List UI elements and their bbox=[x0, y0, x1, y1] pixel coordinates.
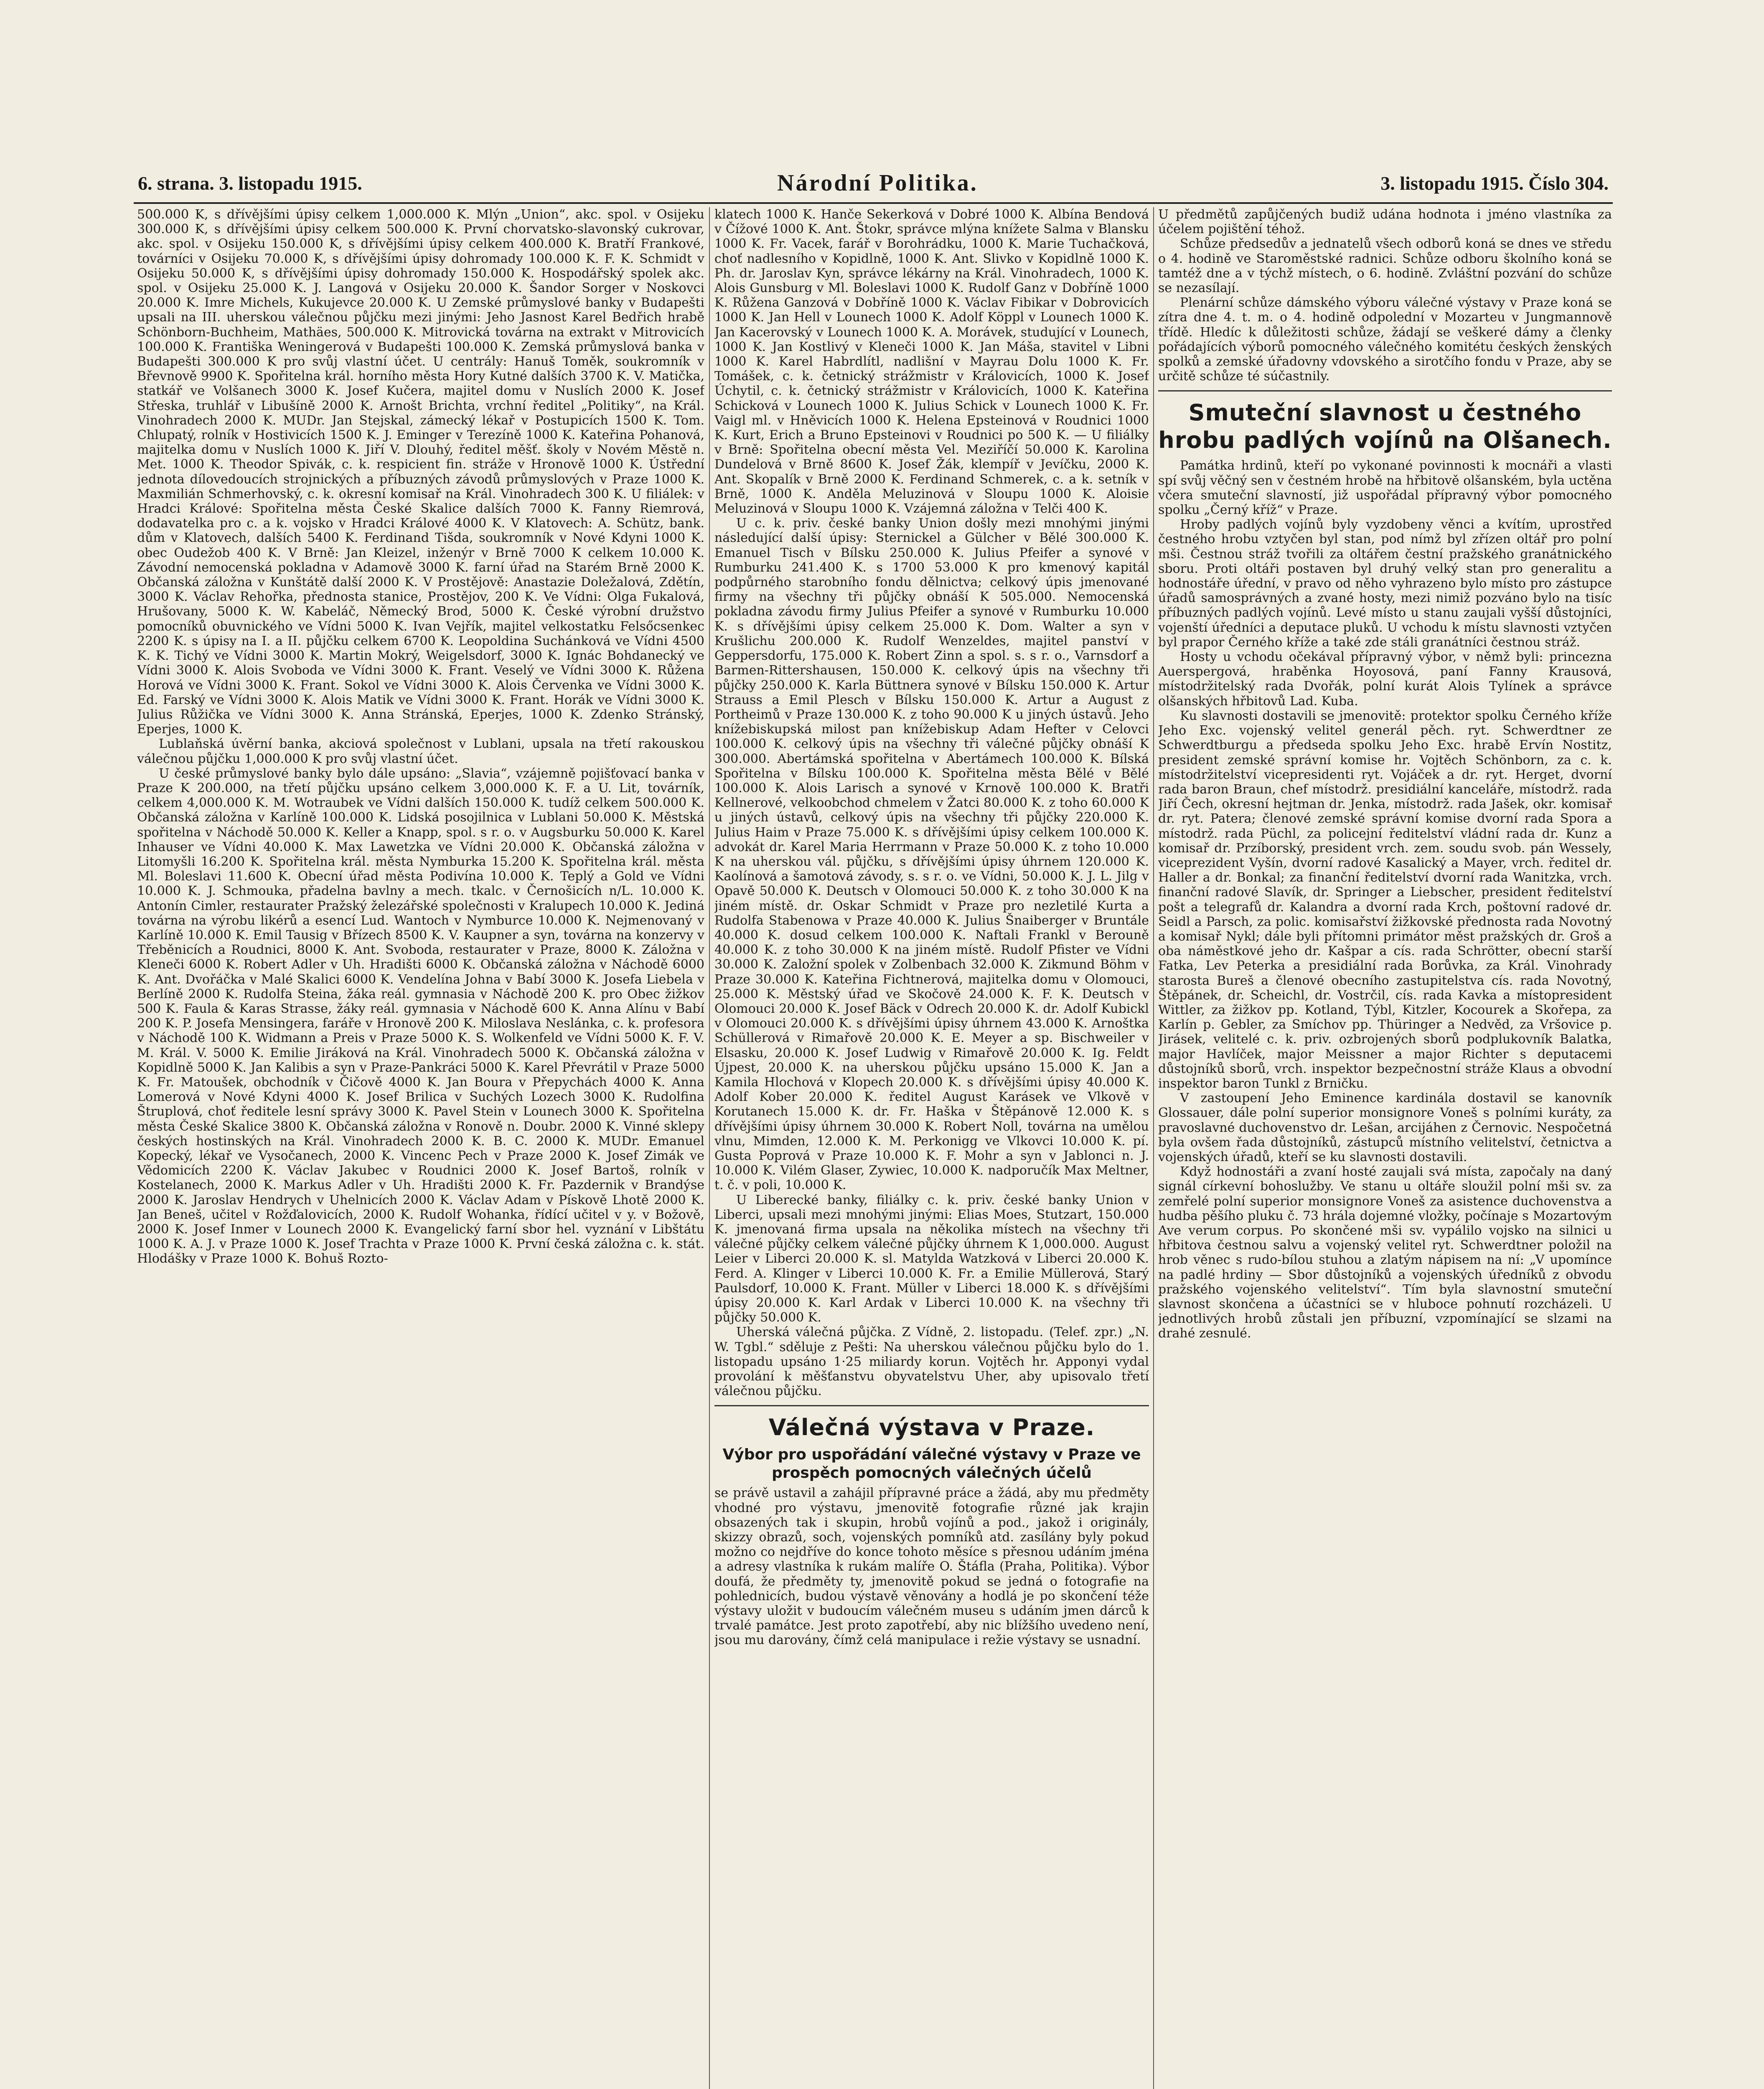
col3-paragraph-schuze: Schůze předsedův a jednatelů všech odborů koná se dnes ve středu o 4. hodině ve Staroměstské radnici. Schůze odboru školního koná se tamtéž dne a v týchž místech, o 6. hodině. Zvláštní pozvání do schůze se nezasílají. bbox=[1158, 236, 1612, 296]
newspaper-title: Národní Politika. bbox=[777, 170, 978, 196]
column-divider-2 bbox=[1153, 207, 1154, 2089]
col2-paragraph-uherska: Uherská válečná půjčka. Z Vídně, 2. listopadu. (Telef. zpr.) „N. W. Tgbl.“ sděluje z Pešti: Na uherskou válečnou půjčku bylo do 1. listopadu upsáno 1·25 miliardy korun. Vojtěch hr. Apponyi vydal provolání k měšťanstvu obyvatelstvu Uher, aby upisovalo třetí válečnou půjčku. bbox=[714, 1325, 1149, 1399]
col2-paragraph-union: U c. k. priv. české banky Union došly mezi mnohými jinými následující další úpisy: Sternickel a Gülcher v Bělé 300.000 K. Emanuel Tisch v Bílsku 250.000 K. Julius Pfeifer a synové v Rumburku 241.400 K. s 1700 53.000 K pro kmenový kapitál podpůrného starobního fondu dělnictva; celkový úpis jmenované firmy na všechny tři půjčky obnáší K 505.000. Nemocenská pokladna závodu firmy Julius Pfeifer a synové v Rumburku 10.000 K. s dřívějšími úpisy celkem 25.000 K. Dom. Walter a syn v Krušlichu 200.000 K. Rudolf Wenzeldes, majitel panství v Geppersdorfu, 175.000 K. Robert Zinn a spol. s. s r. o., Varnsdorf a Barmen-Rittershausen, 150.000 K. celkový úpis na všechny tři půjčky 250.000 K. Karla Büttnera synové v Bílsku 150.000 K. Artur Strauss a Emil Plesch v Bílsku 150.000 K. Artur a August z Portheimů v Praze 130.000 K. z toho 90.000 K u jiných ústavů. Jeho knížebiskupská milost pan knížebiskup Adam Hefter v Celovci 100.000 K. celkový úpis na všechny tři válečné půjčky obnáší K 300.000. Abertámská spořitelna v Abertámech 100.000 K. Bílská Spořitelna v Bílsku 100.000 K. Spořitelna města Bělé v Bělé 100.000 K. Alois Larisch a synové v Krnově 100.000 K. Bratři Kellnerové, velkoobchod chmelem v Žatci 80.000 K. z toho 60.000 K u jiných ústavů, celkový úpis na všechny tři půjčky 220.000 K. Julius Haim v Praze 75.000 K. s dřívějšími úpisy celkem 100.000 K. advokát dr. Karel Maria Herrmann v Praze 50.000 K. z toho 10.000 K na uherskou vál. půjčku, s dřívějšími úpisy úhrnem 120.000 K. Kaolínová a šamotová závody, s. s r. o. ve Vídni, 50.000 K. J. L. Jilg v Opavě 50.000 K. Deutsch v Olomouci 50.000 K. z toho 30.000 K na jiném místě. dr. Oskar Schmidt v Praze pro nezletilé Kurta a Rudolfa Stabenowa v Praze 40.000 K. Julius Šnaiberger v Bruntále 40.000 K. dosud celkem 100.000 K. Naftali Frankl v Berouně 40.000 K. z toho 30.000 K na jiném místě. Rudolf Pfister ve Vídni 30.000 K. Založní spolek v Zolbenbach 32.000 K. Zikmund Böhm v Praze 30.000 K. Kateřina Fichtnerová, majitelka domu v Olomouci, 25.000 K. Městský úřad ve Skočově 24.000 K. F. K. Deutsch v Olomouci 20.000 K. Josef Bäck v Odrech 20.000 K. dr. Adolf Kubickl v Olomouci 20.000 K. s dřívějšími úpisy úhrnem 43.000 K. Arnoštka Schüllerová v Rimařově 20.000 K. E. Meyer a sp. Bischweiler v Elsasku, 20.000 K. Josef Ludwig v Rimařově 20.000 K. Ig. Feldt Újpest, 20.000 K. na uherskou půjčku upsáno 15.000 K. Jan a Kamila Hlochová v Klopech 20.000 K. s dřívějšími úpisy 40.000 K. Adolf Kober 20.000 K. ředitel August Karásek ve Vlkově v Korutanech 15.000 K. dr. Fr. Haška v Štěpánově 12.000 K. s dřívějšími úpisy úhrnem 30.000 K. Robert Noll, továrna na umělou vlnu, Mimden, 12.000 K. M. Perkonigg ve Vlkovci 10.000 K. pí. Gusta Poprová v Praze 10.000 K. F. Mohr a syn v Jablonci n. J. 10.000 K. Vilém Glaser, Zywiec, 10.000 K. nadporučík Max Meltner, t. č. v poli, 10.000 K. bbox=[714, 516, 1149, 1193]
col3-paragraph: Když hodnostáři a zvaní hosté zaujali svá místa, započaly na daný signál církevní bohoslužby. Ve stanu u oltáře sloužil polní mši sv. za zemřelé polní superior monsignore Voneš za asistence duchovenstva a hudba pěšího pluku č. 73 hrála dojemné vložky, počínaje s Mozartovým Ave verum corpus. Po skončené mši sv. vypálilo vojsko na silnici u hřbitova čestnou salvu a vojenský velitel ryt. Schwerdtner položil na hrob věnec s rudo-bílou stuhou a zlatým nápisem na ní: „V upomínce na padlé hrdiny — Sbor důstojníků a vojenských úředníků z obvodu pražského vojenského velitelství“. Tím byla slavnostní smuteční slavnost skončena a účastníci se v hluboce pohnutí rozcházeli. U jednotlivých hrobů zůstali jen příbuzní, vzpomínající se slzami na drahé zesnulé. bbox=[1158, 1164, 1612, 1341]
header-date-right: 3. listopadu 1915. Číslo 304. bbox=[1380, 173, 1609, 194]
article-heading-valecna-vystava: Válečná výstava v Praze. bbox=[768, 1414, 1095, 1441]
col1-paragraph-lublan: Lublaňská úvěrní banka, akciová společnost v Lublani, upsala na třetí rakouskou válečnou půjčku 1,000.000 K pro svůj vlastní účet. bbox=[137, 737, 704, 766]
col3-paragraph: U předmětů zapůjčených budiž udána hodnota i jméno vlastníka za účelem pojištění téhož. bbox=[1158, 207, 1612, 237]
header-rule bbox=[134, 202, 1613, 204]
col3-paragraph: Památka hrdinů, kteří po vykonané povinnosti k mocnáři a vlasti spí svůj věčný sen v čestném hrobě na hřbitově olšanském, byla uctěna včera smuteční slavností, již uspořádal přípravný výbor pomocného spolku „Černý kříž“ v Praze. bbox=[1158, 458, 1612, 518]
column-divider-1 bbox=[709, 207, 710, 2089]
column-1 bbox=[137, 207, 704, 2089]
article-separator bbox=[714, 1405, 1149, 1406]
col3-paragraph: Ku slavnosti dostavili se jmenovitě: protektor spolku Černého kříže Jeho Exc. vojenský velitel generál pěch. ryt. Schwerdtner ze Schwerdtburgu a předseda spolku Jeho Exc. hrabě Ervín Nostitz, president zemské správní komise hr. Vojtěch Schönborn, za c. k. místodržitelství vicepresidenti ryt. Vojáček a dr. ryt. Herget, dvorní rada baron Braun, chef místodrž. presidiální kanceláře, místodrž. rada Jiří Čech, okresní hejtman dr. Jenka, místodrž. rada Jašek, okr. komisař dr. ryt. Patera; členové zemské správní komise dvorní rada Spora a místodrž. rada Püchl, za policejní ředitelství vládní rada dr. Kunz a komisař dr. Przíborský, president vrch. zem. soudu svob. pán Wessely, viceprezident Vyšín, dvorní radové Kasalický a Mayer, vrch. ředitel dr. Haller a dr. Bonkal; za finanční ředitelství dvorní rada Wanitzka, vrch. finanční radové Slavík, dr. Springer a Liebscher, president ředitelství pošt a telegrafů dr. Kalandra a dvorní rada Krch, poštovní radové dr. Seidl a Parsch, za polic. komisařství žižkovské přednosta rada Novotný a komisař Nykl; dále byli přítomni primátor měst pražských dr. Groš a oba náměstkové jeho dr. Kašpar a cís. rada Schrötter, obecní starší Fatka, Lev Peterka a presidiální rada Borůvka, za Král. Vinohrady starosta Bureš a členové obecního zastupitelstva cís. rada Novotný, Štěpánek, dr. Scheichl, dr. Vostrčil, cís. rada Kavka a místopresident Wittler, za žižkov pp. Kotland, Týbl, Kitzler, Kocourek a Skořepa, za Karlín p. Gebler, za Smíchov pp. Thüringer a Nedvěd, za Vršovice p. Jirásek, velitelé c. k. priv. ozbrojených sborů podplukovník Balatka, major Havlíček, major Meissner a major Richter s deputacemi důstojníků sborů, vrch. inspektor bezpečnostní stráže Klaus a obvodní inspektor baron Tunkl z Brničku. bbox=[1158, 708, 1612, 1091]
col3-paragraph: V zastoupení Jeho Eminence kardinála dostavil se kanovník Glossauer, dále polní superior monsignore Voneš s polními kuráty, za pravoslavné duchovenstvo dr. Lešan, arcijáhen z Černovic. Nespočetná byla ovšem řada důstojníků, zástupců místního velitelství, četnictva a vojenských úřadů, kteří se ku slavnosti dostavili. bbox=[1158, 1091, 1612, 1164]
column-2 bbox=[714, 207, 1149, 2089]
col2-paragraph: klatech 1000 K. Hanče Sekerková v Dobré 1000 K. Albína Bendová v Čížové 1000 K. Ant. Štokr, správce mlýna knížete Salma v Blansku 1000 K. Fr. Vacek, farář v Borohrádku, 1000 K. Marie Tuchačková, choť nadlesního v Kopidlně, 1000 K. Ant. Slivko v Kopidlně 1000 K. Ph. dr. Jaroslav Kyn, správce lékárny na Král. Vinohradech, 1000 K. Alois Gunsburg v Ml. Boleslavi 1000 K. Rudolf Ganz v Dobříně 1000 K. Růžena Ganzová v Dobříně 1000 K. Václav Fibikar v Dobrovicích 1000 K. Jan Hell v Lounech 1000 K. Adolf Köppl v Lounech 1000 K. Jan Kacerovský v Lounech 1000 K. A. Morávek, studující v Lounech, 1000 K. Jan Kostlivý v Kleneči 1000 K. Jan Máša, stavitel v Libni 1000 K. Karel Habrdlítl, nadlišní v Mayrau Dolu 1000 K. Fr. Tomášek, c. k. četnický strážmistr v Královicích, 1000 K. Josef Úchytil, c. k. četnický strážmistr v Královicích, 1000 K. Kateřina Schicková v Lounech 1000 K. Julius Schick v Lounech 1000 K. Fr. Vaigl ml. v Hněvicích 1000 K. Helena Epsteinová v Roudnici 1000 K. Kurt, Erich a Bruno Epsteinovi v Roudnici po 500 K. — U filiálky v Brně: Spořitelna obecní města Vel. Meziříčí 50.000 K. Karolina Dundelová v Brně 8600 K. Josef Žák, klempíř v Jevíčku, 2000 K. Ant. Skopalík v Brně 2000 K. Ferdinand Schmerek, c. a k. setník v Brně, 1000 K. Anděla Meluzinová v Sloupu 1000 K. Aloisie Meluzinová v Sloupu 1000 K. Vzájemná záložna v Telči 400 K. bbox=[714, 207, 1149, 516]
article-separator bbox=[1158, 390, 1612, 391]
article-heading-smutecni-slavnost: Smuteční slavnost u čestného hrobu padlých vojínů na Olšanech. bbox=[1158, 399, 1612, 454]
header-date-left: 6. strana. 3. listopadu 1915. bbox=[138, 173, 362, 194]
col2-paragraph-liberecka: U Liberecké banky, filiálky c. k. priv. české banky Union v Liberci, upsali mezi mnohými jinými: Elias Moes, Stutzart, 150.000 K. jmenovaná firma upsala na několika místech na všechny tři válečné půjčky celkem válečné půjčky úhrnem K 1,000.000. August Leier v Liberci 20.000 K. sl. Matylda Watzková v Liberci 20.000 K. Ferd. A. Klinger v Liberci 10.000 K. Fr. a Emilie Müllerová, Starý Paulsdorf, 10.000 K. Frant. Müller v Liberci 18.000 K. s dřívějšími úpisy 20.000 K. Karl Ardak v Liberci 10.000 K. na všechny tři půjčky 50.000 K. bbox=[714, 1192, 1149, 1325]
page-header bbox=[138, 172, 1609, 198]
col3-paragraph-plenarni: Plenární schůze dámského výboru válečné výstavy v Praze koná se zítra dne 4. t. m. o 4. hodině odpolední v Mozarteu v Jungmannově třídě. Hledíc k důležitosti schůze, žádají se veškeré dámy a členky pořádajících výborů pomocného válečného komitétu českých ženských spolků a zemské úřadovny vdovského a sirotčího fondu v Praze, aby se určitě schůze té súčastnily. bbox=[1158, 295, 1612, 384]
col3-paragraph: Hosty u vchodu očekával přípravný výbor, v němž byli: princezna Auerspergová, hraběnka Hoyosová, paní Fanny Krausová, místodržitelský rada Dvořák, polní kurát Alois Tylínek a správce olšanských hřbitovů Lad. Kuba. bbox=[1158, 650, 1612, 709]
column-3 bbox=[1158, 207, 1612, 2089]
col1-paragraph: 500.000 K, s dřívějšími úpisy celkem 1,000.000 K. Mlýn „Union“, akc. spol. v Osijeku 300.000 K, s dřívějšími úpisy celkem 500.000 K. První chorvatsko-slavonský cukrovar, akc. spol. v Osijeku 150.000 K, s dřívějšími úpisy celkem 400.000 K. Bratří Frankové, továrníci v Osijeku 70.000 K, s dřívějšími úpisy dohromady 100.000 K. F. K. Schmidt v Osijeku 50.000 K, s dřívějšími úpisy dohromady 150.000 K. Hospodářský spolek akc. spol. v Osijeku 25.000 K. J. Langová v Osijeku 20.000 K. Šandor Sorger v Noskovci 20.000 K. Imre Michels, Kukujevce 20.000 K. U Zemské průmyslové banky v Budapešti upsali na III. uherskou válečnou půjčku mezi jinými: Jeho Jasnost Karel Bedřich hrabě Schönborn-Buchheim, Mathäes, 500.000 K. Mitrovická továrna na extrakt v Mitrovicích 100.000 K. Františka Weningerová v Budapešti 100.000 K. Zemská průmyslová banka v Budapešti 300.000 K pro svůj vlastní účet. U centrály: Hanuš Toměk, soukromník v Břevnově 9900 K. Spořitelna král. horního města Hory Kutné dalších 3700 K. V. Matička, statkář ve Volšanech 3000 K. Josef Kučera, majitel domu v Nuslích 2000 K. Josef Střeska, truhlář v Libušíně 2000 K. Arnošt Brichta, vrchní ředitel „Politiky“, na Král. Vinohradech 2000 K. MUDr. Jan Stejskal, zámecký lékař v Postupicích 1500 K. Tom. Chlupatý, rolník v Hostivicích 1500 K. J. Eminger v Terezíně 1000 K. Kateřina Pohanová, majitelka domu v Nuslích 1000 K. Jiří V. Dlouhý, ředitel měšť. školy v Novém Městě n. Met. 1000 K. Theodor Spivák, c. k. respicient fin. stráže v Hronově 1000 K. Ústřední jednota dílovedoucích strojnických a příbuzných závodů průmyslových v Praze 1000 K. Maxmilián Schmerhovský, c. k. okresní komisař na Král. Vinohradech 300 K. U filiálek: v Hradci Králové: Spořitelna města České Skalice dalších 7000 K. Fanny Riemrová, dodavatelka pro c. a k. vojsko v Hradci Králové 4000 K. V Klatovech: A. Schütz, bank. dům v Klatovech, dalších 5400 K. Ferdinand Tišda, soukromník v Nové Kdyni 1000 K. obec Oudežob 400 K. V Brně: Jan Kleizel, inženýr v Brně 7000 K celkem 10.000 K. Závodní nemocenská pokladna v Adamově 3000 K. farní úřad na Starém Brně 2000 K. Občanská záložna v Kunštátě další 2000 K. V Prostějově: Anastazie Doležalová, Zdětín, 3000 K. Václav Rehořka, přednosta stanice, Prostějov, 200 K. Ve Vídni: Olga Fukalová, Hrušovany, 5000 K. W. Kabeláč, Německý Brod, 5000 K. České výrobní družstvo pomocníků obuvnického ve Vídni 5000 K. Ivan Vejřík, majitel velkostatku Felsőcsenkec 2200 K. s úpisy na I. a II. půjčku celkem 6700 K. Leopoldina Suchánková ve Vídni 4500 K. K. Tichý ve Vídni 3000 K. Martin Mokrý, Weigelsdorf, 3000 K. Ignác Bohdanecký ve Vídni 3000 K. Alois Svoboda ve Vídni 3000 K. Frant. Veselý ve Vídni 3000 K. Růžena Horová ve Vídni 3000 K. Frant. Sokol ve Vídni 3000 K. Alois Červenka ve Vídni 3000 K. Ed. Farský ve Vídni 3000 K. Alois Matik ve Vídni 3000 K. Frant. Horák ve Vídni 3000 K. Julius Růžička ve Vídni 3000 K. Anna Stránská, Eperjes, 1000 K. Zdenko Stránský, Eperjes, 1000 K. bbox=[137, 207, 704, 737]
article-subheading: Výbor pro uspořádání válečné výstavy v Praze ve prospěch pomocných válečných účelů bbox=[722, 1446, 1141, 1482]
col3-paragraph: Hroby padlých vojínů byly vyzdobeny věnci a kvítím, uprostřed čestného hrobu vztyčen byl stan, pod nímž byl zřízen oltář pro polní mši. Čestnou stráž tvořili za oltářem čestní pražského granátnického sboru. Proti oltáři postaven byl druhý velký stan pro generalitu a hodnostáře úřední, v pravo od něho vyhrazeno bylo místo pro zástupce úřadů samosprávných a zvané hosty, mezi nimiž pozváno bylo na tisíc příbuzných padlých vojínů. Levé místo u stanu zaujali vyšší důstojníci, vojenští úředníci a deputace pluků. U vchodu k místu slavnosti vztyčen byl prapor Černého kříže a také zde stáli granátníci čestnou stráž. bbox=[1158, 517, 1612, 650]
col1-paragraph-ceska-prumyslova: U české průmyslové banky bylo dále upsáno: „Slavia“, vzájemně pojišťovací banka v Praze K 200.000, na třetí půjčku upsáno celkem 3,000.000 K. F. a U. Lit, továrník, celkem 4,000.000 K. M. Wotraubek ve Vídni dalších 150.000 K. tudíž celkem 500.000 K. Občanská záložna v Karlíně 100.000 K. Lidská posojilnica v Lublani 50.000 K. Městská spořitelna v Náchodě 50.000 K. Keller a Knapp, spol. s r. o. v Augsburku 50.000 K. Karel Inhauser ve Vídni 40.000 K. Max Lawetzka ve Vídni 20.000 K. Občanská záložna v Litomyšli 16.200 K. Spořitelna král. města Nymburka 15.200 K. Spořitelna král. města Ml. Boleslavi 11.600 K. Obecní úřad města Podivína 10.000 K. Teplý a Gold ve Vídni 10.000 K. J. Schmouka, přadelna bavlny a mech. tkalc. v Černošicích n/L. 10.000 K. Antonín Cimler, restaurater Pražský železářské společnosti v Kralupech 10.000 K. Jediná továrna na výrobu likérů a esencí Lud. Wantoch v Nymburce 10.000 K. Nejmenovaný v Karlíně 10.000 K. Emil Tausig v Břízech 8500 K. V. Kaupner a syn, továrna na konzervy v Třeběnicích a Roudnici, 8000 K. Ant. Svoboda, restaurater v Praze, 8000 K. Záložna v Kleneči 6000 K. Robert Adler v Uh. Hradišti 6000 K. Občanská záložna v Náchodě 6000 K. Ant. Dvořáčka v Malé Skalici 6000 K. Vendelína Johna v Babí 3000 K. Josefa Liebela v Berlíně 2000 K. Rudolfa Steina, žáka reál. gymnasia v Náchodě 200 K. pro Obec žižkov 500 K. Faula & Karas Strasse, žáky reál. gymnasia v Náchodě 600 K. Anna Alínu v Babí 200 K. P. Josefa Mensingera, faráře v Hronově 200 K. Miloslava Neslánka, c. k. profesora v Náchodě 100 K. Widmann a Preis v Praze 5000 K. S. Wolkenfeld ve Vídni 5000 K. F. V. M. Král. V. 5000 K. Emilie Jiráková na Král. Vinohradech 5000 K. Občanská záložna v Kopidlně 5000 K. Jan Kalibis a syn v Praze-Pankráci 5000 K. Karel Převrátil v Praze 5000 K. Fr. Matoušek, obchodník v Čičově 4000 K. Jan Boura v Přepychách 4000 K. Anna Lomerová v Nové Kdyni 4000 K. Josef Brilica v Suchých Lozech 3000 K. Rudolfina Štruplová, choť ředitele lesní správy 3000 K. Pavel Stein v Lounech 3000 K. Spořitelna města České Skalice 3800 K. Občanská záložna v Ronově n. Doubr. 2000 K. Vinné sklepy českých hostinských na Král. Vinohradech 2000 K. B. C. 2000 K. MUDr. Emanuel Kopecký, lékař ve Vysočanech, 2000 K. Vincenc Pech v Praze 2000 K. Josef Zimák ve Vědomicích 2200 K. Václav Jakubec v Roudnici 2000 K. Josef Bartoš, rolník v Kostelanech, 2000 K. Markus Adler v Uh. Hradišti 2000 K. Fr. Pazdernik v Brandýse 2000 K. Jaroslav Hendrych v Uhelnicích 2000 K. Václav Adam v Pískově Lhotě 2000 K. Jan Beneš, učitel v Rožďalovicích, 2000 K. Rudolf Wohanka, řídící učitel v y. v Božově, 2000 K. Josef Inmer v Lounech 2000 K. Evangelický farní sbor hel. vyznání v Libštátu 1000 K. A. J. v Praze 1000 K. Josef Trachta v Praze 1000 K. První česká záložna c. k. stát. Hlodášky v Praze 1000 K. Bohuš Rozto- bbox=[137, 766, 704, 1266]
col2-paragraph-vystava: se právě ustavil a zahájil přípravné práce a žádá, aby mu předměty vhodné pro výstavu, jmenovitě fotografie různé jak krajin obsazených tak i skupin, hrobů vojínů a pod., jakož i originály, skizzy obrazů, soch, vojenských pomníků atd. zasílány byly pokud možno co nejdříve do konce tohoto měsíce s přesnou udáním jména a adresy vlastníka k rukám malíře O. Štáfla (Praha, Politika). Výbor doufá, že předměty ty, jmenovitě pokud se jedná o fotografie na pohlednicích, budou výstavě věnovány a hodlá je po skončení téže výstavy uložit v budoucím válečném museu s udáním jmen dárců k trvalé památce. Jest proto zapotřebí, aby nic blížšího uvedeno není, jsou mu darovány, čímž celá manipulace i režie výstavy se usnadní. bbox=[714, 1486, 1149, 1648]
